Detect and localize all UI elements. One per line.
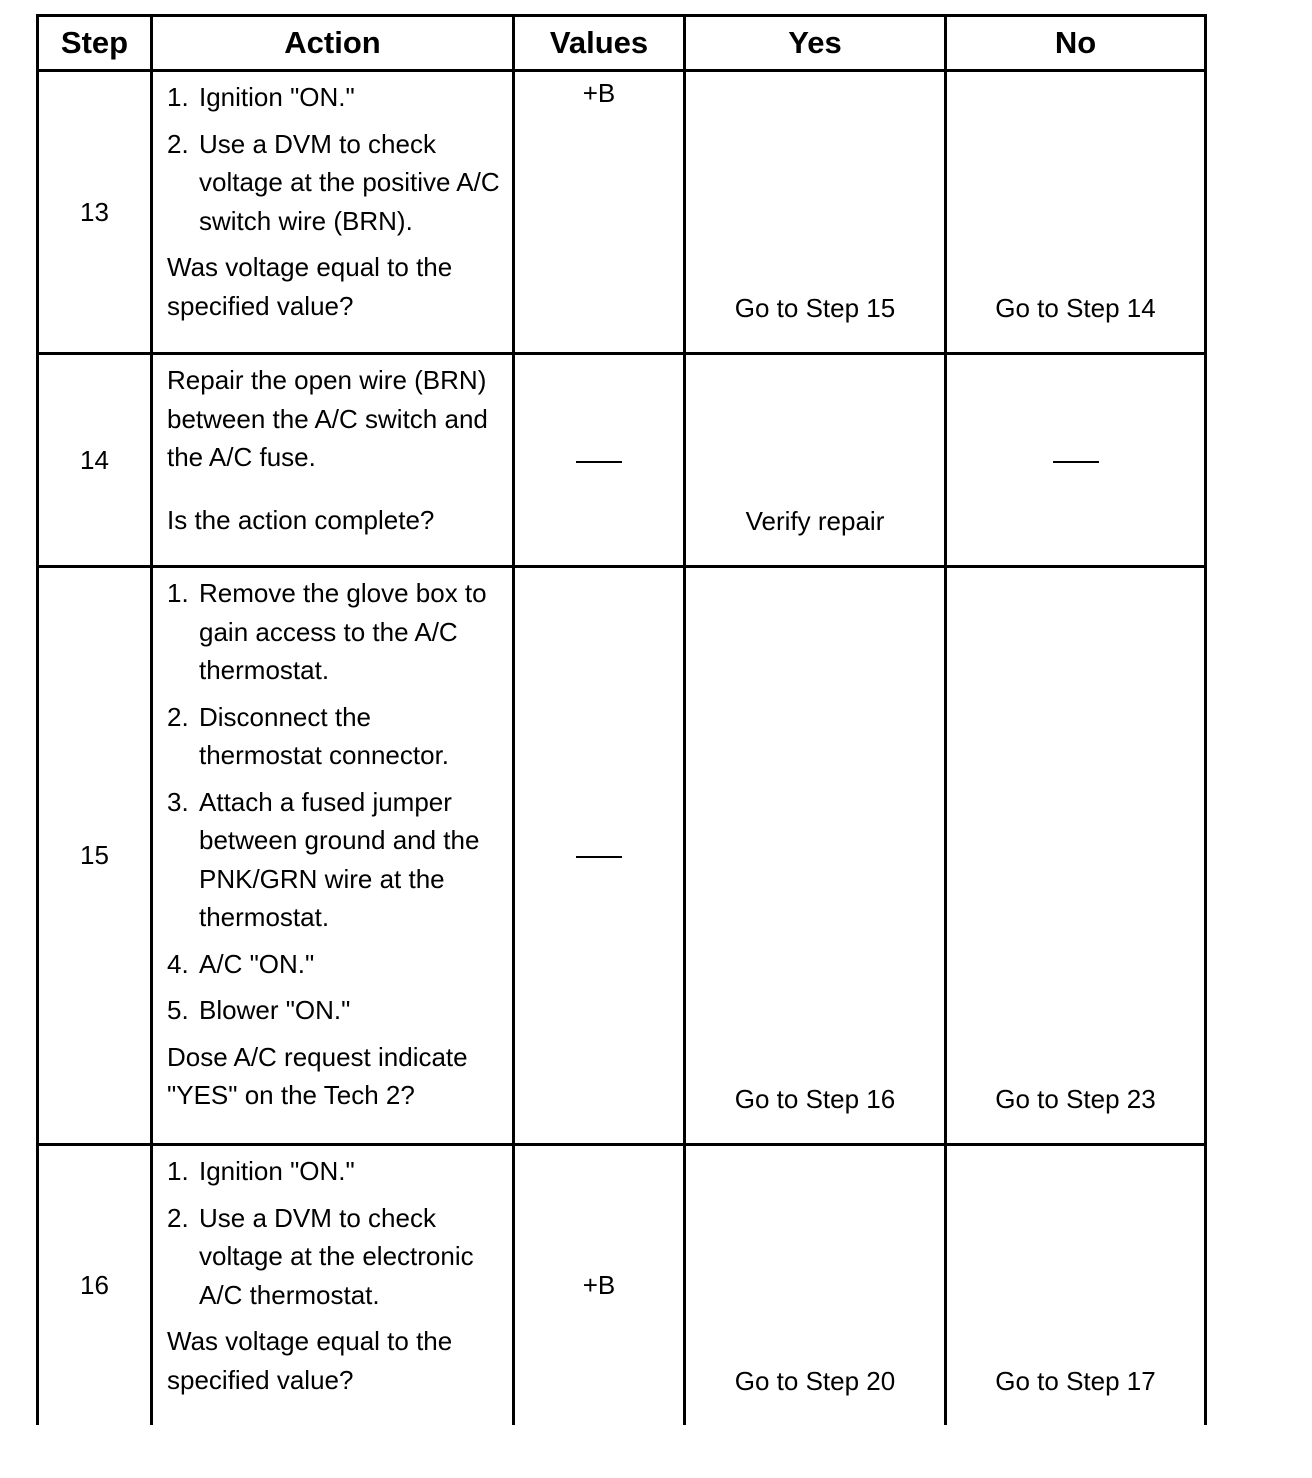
yes-cell: Go to Step 16 bbox=[685, 567, 946, 1145]
action-cell bbox=[152, 567, 514, 1145]
table-row bbox=[38, 71, 1206, 354]
values-cell: +B bbox=[514, 71, 685, 354]
table-row bbox=[38, 354, 1206, 567]
no-cell bbox=[946, 354, 1206, 567]
action-item: 1. Ignition "ON." bbox=[167, 82, 355, 112]
action-item: 4. A/C "ON." bbox=[167, 948, 315, 979]
header-action: Action bbox=[152, 16, 514, 71]
action-cell bbox=[152, 354, 514, 567]
action-text: Repair the open wire (BRN) between the A/C switch and the A/C fuse. bbox=[167, 365, 488, 472]
step-number: 16 bbox=[38, 1145, 152, 1425]
table-row bbox=[38, 1145, 1206, 1425]
values-cell: +B bbox=[514, 1145, 685, 1425]
no-cell: Go to Step 23 bbox=[946, 567, 1206, 1145]
action-item: 5. Blower "ON." bbox=[167, 995, 351, 1025]
action-item: 3. Attach a fused jumper between ground and the PNK/GRN wire at the thermostat. bbox=[167, 786, 480, 932]
empty-dash bbox=[576, 461, 622, 463]
step-number: 13 bbox=[38, 71, 152, 354]
action-item: 1. Remove the glove box to gain access to the A/C thermostat. bbox=[167, 578, 487, 685]
values-cell bbox=[514, 354, 685, 567]
empty-dash bbox=[1053, 461, 1099, 463]
action-cell bbox=[152, 71, 514, 354]
yes-cell: Go to Step 20 bbox=[685, 1145, 946, 1425]
step-number: 15 bbox=[38, 567, 152, 1145]
diagnostic-table bbox=[36, 14, 1207, 1425]
action-question: Was voltage equal to the specified value? bbox=[167, 252, 453, 321]
header-row bbox=[38, 16, 1206, 71]
yes-cell: Verify repair bbox=[685, 354, 946, 567]
header-values: Values bbox=[514, 16, 685, 71]
empty-dash bbox=[576, 856, 622, 858]
action-question: Was voltage equal to the specified value? bbox=[167, 1326, 453, 1395]
step-number: 14 bbox=[38, 354, 152, 567]
table-row bbox=[38, 567, 1206, 1145]
action-item: 2. Disconnect the thermostat connector. bbox=[167, 701, 450, 770]
no-cell: Go to Step 14 bbox=[946, 71, 1206, 354]
header-no: No bbox=[946, 16, 1206, 71]
header-yes: Yes bbox=[685, 16, 946, 71]
action-item: 2. Use a DVM to check voltage at the positive A/C switch wire (BRN). bbox=[167, 128, 500, 236]
action-question: Dose A/C request indicate "YES" on the Tech 2? bbox=[167, 1041, 468, 1110]
action-item: 1. Ignition "ON." bbox=[167, 1156, 355, 1186]
header-step: Step bbox=[38, 16, 152, 71]
no-cell: Go to Step 17 bbox=[946, 1145, 1206, 1425]
action-question: Is the action complete? bbox=[167, 504, 435, 535]
values-cell bbox=[514, 567, 685, 1145]
action-item: 2. Use a DVM to check voltage at the electronic A/C thermostat. bbox=[167, 1202, 474, 1310]
action-cell bbox=[152, 1145, 514, 1425]
yes-cell: Go to Step 15 bbox=[685, 71, 946, 354]
